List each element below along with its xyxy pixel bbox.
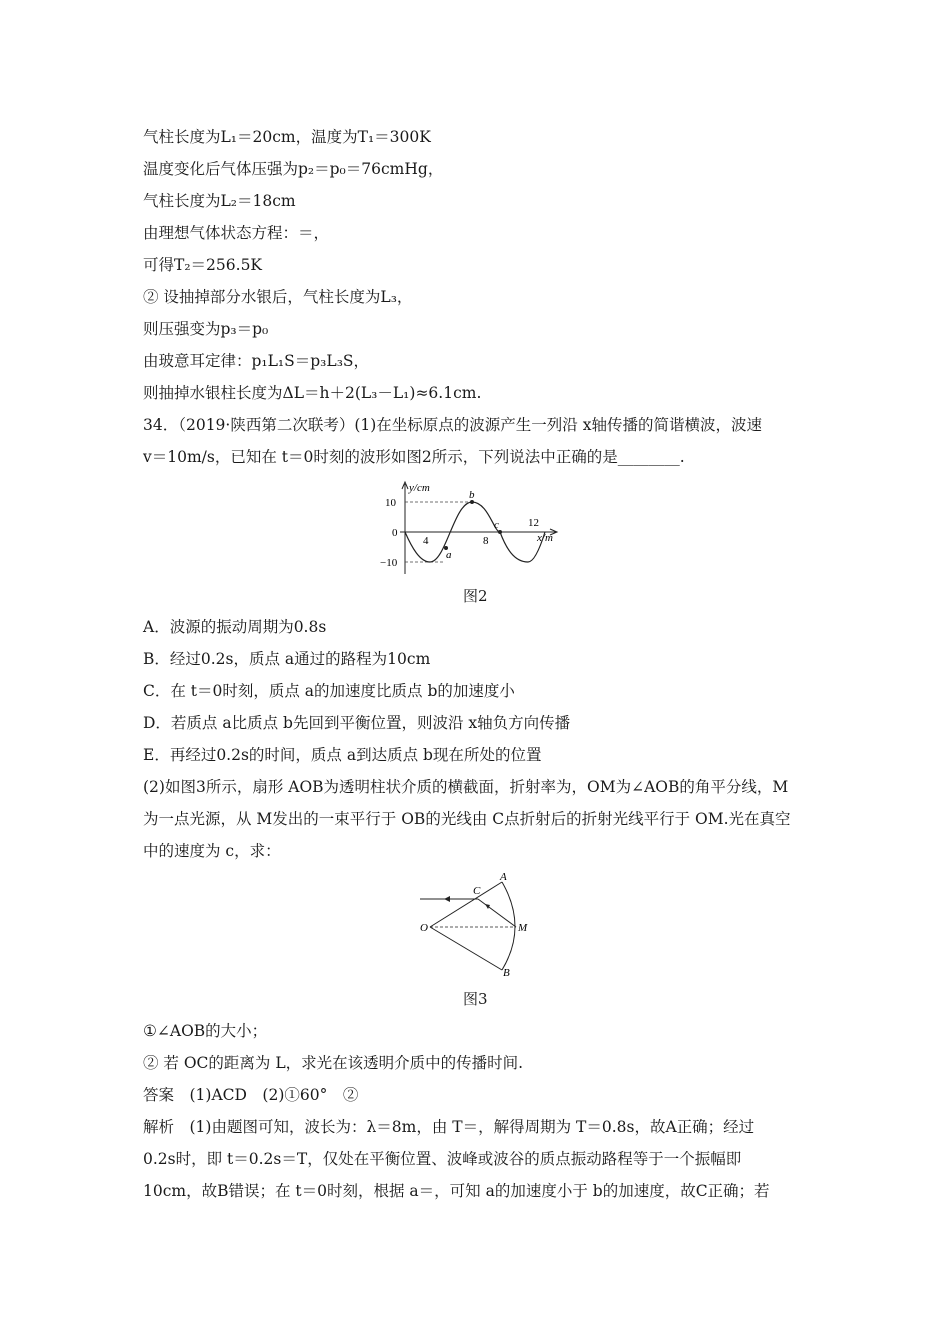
point-b-label: b xyxy=(469,489,475,501)
solution-line: 由理想气体状态方程：＝， xyxy=(143,224,330,242)
edge-OB xyxy=(430,927,502,970)
question-line: 为一点光源，从 M发出的一束平行于 OB的光线由 C点折射后的折射光线平行于 OM.光在真空 xyxy=(143,810,791,828)
label-C: C xyxy=(473,885,481,897)
x-axis-label: x/m xyxy=(537,532,553,544)
solution-line: 则压强变为p₃＝p₀ xyxy=(143,320,269,338)
edge-OA xyxy=(430,882,502,927)
ray-incident xyxy=(478,899,516,927)
question-part-2: ② 若 OC的距离为 L，求光在该透明介质中的传播时间. xyxy=(143,1054,524,1072)
figure-2-caption: 图2 xyxy=(463,587,488,605)
option-a: A．波源的振动周期为0.8s xyxy=(143,618,327,636)
question-part-1: ①∠AOB的大小； xyxy=(143,1022,268,1040)
point-c-label: c xyxy=(494,519,499,531)
label-B: B xyxy=(503,967,510,979)
question-line: 中的速度为 c，求： xyxy=(143,842,281,860)
y-axis xyxy=(402,482,408,574)
solution-line: 由玻意耳定律：p₁L₁S＝p₃L₃S， xyxy=(143,352,370,370)
option-b: B．经过0.2s，质点 a通过的路程为10cm xyxy=(143,650,431,668)
answer-line: 答案 (1)ACD (2)①60° ② xyxy=(143,1086,359,1104)
solution-line: 温度变化后气体压强为p₂＝p₀＝76cmHg， xyxy=(143,160,444,178)
tick-label: 8 xyxy=(483,535,489,547)
tick-label: −10 xyxy=(380,557,398,569)
y-axis-label: y/cm xyxy=(409,482,430,494)
arrow-head xyxy=(444,896,450,902)
label-M: M xyxy=(518,922,528,934)
explanation-line: 10cm，故B错误；在 t＝0时刻，根据 a＝，可知 a的加速度小于 b的加速度，故C正确；若 xyxy=(143,1182,770,1200)
question-line: 34．（2019·陕西第二次联考）(1)在坐标原点的波源产生一列沿 x轴传播的简谐横波，波速 xyxy=(143,416,762,434)
option-c: C．在 t＝0时刻，质点 a的加速度比质点 b的加速度小 xyxy=(143,682,515,700)
tick-label: 10 xyxy=(385,497,396,509)
point-a-label: a xyxy=(446,549,452,561)
explanation-line: 0.2s时，即 t＝0.2s＝T，仅处在平衡位置、波峰或波谷的质点振动路程等于一个振幅即 xyxy=(143,1150,742,1168)
solution-line: 可得T₂＝256.5K xyxy=(143,256,263,274)
solution-line: 气柱长度为L₂＝18cm xyxy=(143,192,296,210)
option-e: E．再经过0.2s的时间，质点 a到达质点 b现在所处的位置 xyxy=(143,746,542,764)
tick-label: 12 xyxy=(528,517,539,529)
solution-line: 气柱长度为L₁＝20cm，温度为T₁＝300K xyxy=(143,128,431,146)
solution-line: ② 设抽掉部分水银后，气柱长度为L₃， xyxy=(143,288,413,306)
sector-figure xyxy=(410,870,540,980)
question-line: (2)如图3所示，扇形 AOB为透明柱状介质的横截面，折射率为，OM为∠AOB的角平分线，M xyxy=(143,778,789,796)
arc-AB xyxy=(502,882,515,970)
question-line: v＝10m/s，已知在 t＝0时刻的波形如图2所示，下列说法中正确的是________. xyxy=(143,448,685,466)
tick-label: 0 xyxy=(392,527,398,539)
figure-3-caption: 图3 xyxy=(463,990,488,1008)
option-d: D．若质点 a比质点 b先回到平衡位置，则波沿 x轴负方向传播 xyxy=(143,714,571,732)
explanation-line: 解析 (1)由题图可知，波长为：λ＝8m，由 T＝，解得周期为 T＝0.8s，故A正确；经过 xyxy=(143,1118,755,1136)
label-O: O xyxy=(420,922,428,934)
label-A: A xyxy=(500,871,507,883)
wave-figure xyxy=(380,478,570,578)
tick-label: 4 xyxy=(423,535,429,547)
arrow-head xyxy=(485,904,490,909)
solution-line: 则抽掉水银柱长度为ΔL＝h＋2(L₃－L₁)≈6.1cm. xyxy=(143,384,482,402)
